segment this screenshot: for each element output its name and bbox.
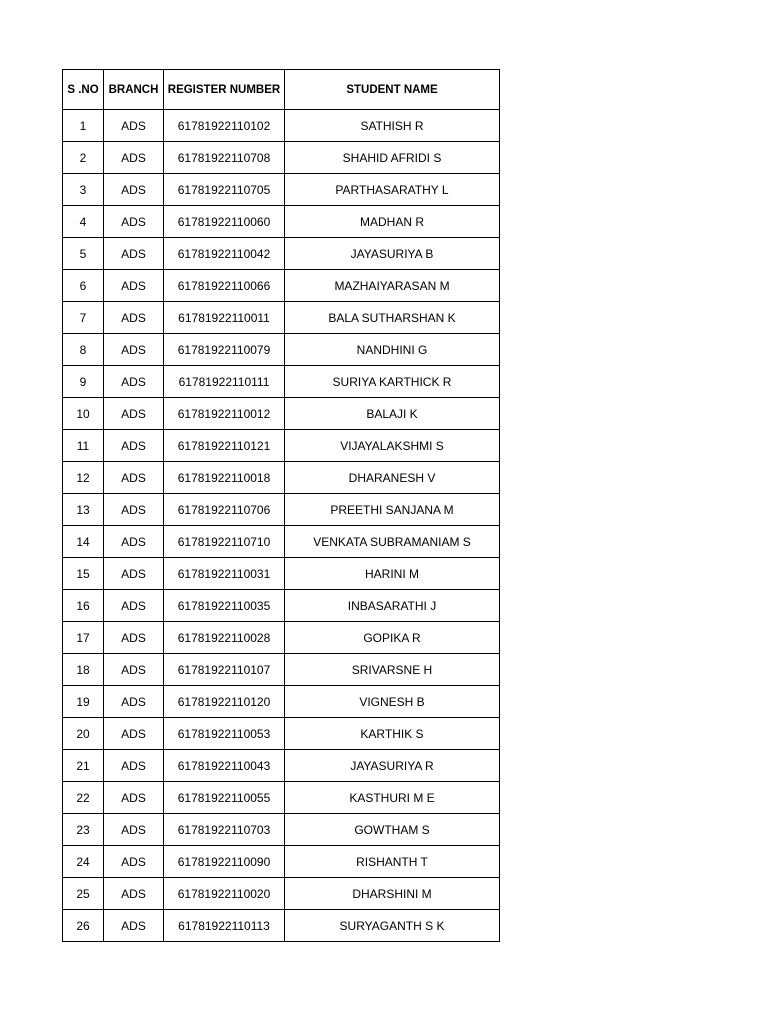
table-row <box>63 846 500 878</box>
cell-register-number: 61781922110028 <box>164 622 285 654</box>
cell-student-name: VIJAYALAKSHMI S <box>285 430 500 462</box>
cell-student-name: RISHANTH T <box>285 846 500 878</box>
cell-sno: 24 <box>63 846 104 878</box>
cell-student-name: KARTHIK S <box>285 718 500 750</box>
cell-branch: ADS <box>104 206 164 238</box>
cell-student-name: MAZHAIYARASAN M <box>285 270 500 302</box>
header-row <box>63 70 500 110</box>
cell-student-name: KASTHURI M E <box>285 782 500 814</box>
cell-register-number: 61781922110708 <box>164 142 285 174</box>
cell-student-name: NANDHINI G <box>285 334 500 366</box>
cell-register-number: 61781922110060 <box>164 206 285 238</box>
cell-register-number: 61781922110031 <box>164 558 285 590</box>
cell-sno: 8 <box>63 334 104 366</box>
cell-register-number: 61781922110113 <box>164 910 285 942</box>
cell-register-number: 61781922110102 <box>164 110 285 142</box>
cell-branch: ADS <box>104 142 164 174</box>
cell-student-name: DHARANESH V <box>285 462 500 494</box>
cell-branch: ADS <box>104 686 164 718</box>
cell-student-name: SRIVARSNE H <box>285 654 500 686</box>
header-branch: BRANCH <box>104 70 164 110</box>
cell-student-name: SHAHID AFRIDI S <box>285 142 500 174</box>
cell-sno: 4 <box>63 206 104 238</box>
cell-sno: 21 <box>63 750 104 782</box>
table-body <box>63 110 500 942</box>
cell-register-number: 61781922110020 <box>164 878 285 910</box>
student-table <box>62 69 500 942</box>
cell-branch: ADS <box>104 750 164 782</box>
document-page <box>62 69 500 942</box>
cell-branch: ADS <box>104 270 164 302</box>
table-row <box>63 398 500 430</box>
cell-student-name: VENKATA SUBRAMANIAM S <box>285 526 500 558</box>
cell-sno: 17 <box>63 622 104 654</box>
cell-branch: ADS <box>104 238 164 270</box>
cell-branch: ADS <box>104 910 164 942</box>
cell-sno: 1 <box>63 110 104 142</box>
cell-student-name: GOPIKA R <box>285 622 500 654</box>
table-row <box>63 174 500 206</box>
cell-sno: 15 <box>63 558 104 590</box>
cell-student-name: MADHAN R <box>285 206 500 238</box>
table-row <box>63 686 500 718</box>
cell-sno: 25 <box>63 878 104 910</box>
cell-sno: 26 <box>63 910 104 942</box>
table-row <box>63 430 500 462</box>
table-row <box>63 110 500 142</box>
cell-student-name: PREETHI SANJANA M <box>285 494 500 526</box>
cell-register-number: 61781922110703 <box>164 814 285 846</box>
cell-branch: ADS <box>104 814 164 846</box>
cell-branch: ADS <box>104 622 164 654</box>
table-row <box>63 622 500 654</box>
cell-register-number: 61781922110053 <box>164 718 285 750</box>
table-row <box>63 526 500 558</box>
table-row <box>63 814 500 846</box>
cell-sno: 5 <box>63 238 104 270</box>
table-row <box>63 238 500 270</box>
table-row <box>63 366 500 398</box>
cell-sno: 14 <box>63 526 104 558</box>
cell-student-name: PARTHASARATHY L <box>285 174 500 206</box>
cell-sno: 18 <box>63 654 104 686</box>
cell-branch: ADS <box>104 334 164 366</box>
cell-branch: ADS <box>104 398 164 430</box>
cell-branch: ADS <box>104 526 164 558</box>
cell-branch: ADS <box>104 718 164 750</box>
cell-sno: 9 <box>63 366 104 398</box>
table-row <box>63 654 500 686</box>
cell-branch: ADS <box>104 846 164 878</box>
table-row <box>63 334 500 366</box>
cell-student-name: SURIYA KARTHICK R <box>285 366 500 398</box>
cell-student-name: JAYASURIYA B <box>285 238 500 270</box>
cell-branch: ADS <box>104 494 164 526</box>
cell-branch: ADS <box>104 878 164 910</box>
cell-register-number: 61781922110042 <box>164 238 285 270</box>
cell-register-number: 61781922110011 <box>164 302 285 334</box>
cell-register-number: 61781922110705 <box>164 174 285 206</box>
cell-sno: 11 <box>63 430 104 462</box>
table-header <box>63 70 500 110</box>
cell-sno: 16 <box>63 590 104 622</box>
cell-register-number: 61781922110710 <box>164 526 285 558</box>
cell-register-number: 61781922110706 <box>164 494 285 526</box>
cell-sno: 2 <box>63 142 104 174</box>
table-row <box>63 878 500 910</box>
table-row <box>63 558 500 590</box>
cell-branch: ADS <box>104 430 164 462</box>
cell-student-name: GOWTHAM S <box>285 814 500 846</box>
cell-register-number: 61781922110018 <box>164 462 285 494</box>
cell-student-name: SURYAGANTH S K <box>285 910 500 942</box>
cell-branch: ADS <box>104 782 164 814</box>
cell-register-number: 61781922110090 <box>164 846 285 878</box>
cell-branch: ADS <box>104 174 164 206</box>
table-row <box>63 782 500 814</box>
table-row <box>63 462 500 494</box>
cell-sno: 22 <box>63 782 104 814</box>
cell-student-name: HARINI M <box>285 558 500 590</box>
cell-register-number: 61781922110035 <box>164 590 285 622</box>
cell-student-name: SATHISH R <box>285 110 500 142</box>
header-register-number: REGISTER NUMBER <box>164 70 285 110</box>
cell-register-number: 61781922110066 <box>164 270 285 302</box>
cell-student-name: BALA SUTHARSHAN K <box>285 302 500 334</box>
cell-branch: ADS <box>104 302 164 334</box>
cell-branch: ADS <box>104 110 164 142</box>
header-sno: S .NO <box>63 70 104 110</box>
cell-register-number: 61781922110055 <box>164 782 285 814</box>
cell-register-number: 61781922110107 <box>164 654 285 686</box>
cell-sno: 7 <box>63 302 104 334</box>
table-row <box>63 718 500 750</box>
cell-register-number: 61781922110111 <box>164 366 285 398</box>
cell-student-name: DHARSHINI M <box>285 878 500 910</box>
cell-register-number: 61781922110121 <box>164 430 285 462</box>
cell-sno: 13 <box>63 494 104 526</box>
table-row <box>63 590 500 622</box>
cell-branch: ADS <box>104 558 164 590</box>
header-student-name: STUDENT NAME <box>285 70 500 110</box>
table-row <box>63 142 500 174</box>
cell-sno: 20 <box>63 718 104 750</box>
cell-sno: 12 <box>63 462 104 494</box>
cell-branch: ADS <box>104 654 164 686</box>
cell-sno: 23 <box>63 814 104 846</box>
cell-student-name: BALAJI K <box>285 398 500 430</box>
table-row <box>63 494 500 526</box>
cell-sno: 3 <box>63 174 104 206</box>
cell-sno: 19 <box>63 686 104 718</box>
table-row <box>63 910 500 942</box>
cell-register-number: 61781922110120 <box>164 686 285 718</box>
cell-register-number: 61781922110012 <box>164 398 285 430</box>
table-row <box>63 270 500 302</box>
cell-sno: 6 <box>63 270 104 302</box>
table-row <box>63 206 500 238</box>
cell-student-name: JAYASURIYA R <box>285 750 500 782</box>
cell-student-name: INBASARATHI J <box>285 590 500 622</box>
cell-branch: ADS <box>104 462 164 494</box>
table-row <box>63 750 500 782</box>
cell-register-number: 61781922110043 <box>164 750 285 782</box>
cell-register-number: 61781922110079 <box>164 334 285 366</box>
cell-sno: 10 <box>63 398 104 430</box>
cell-branch: ADS <box>104 590 164 622</box>
cell-branch: ADS <box>104 366 164 398</box>
cell-student-name: VIGNESH B <box>285 686 500 718</box>
table-row <box>63 302 500 334</box>
